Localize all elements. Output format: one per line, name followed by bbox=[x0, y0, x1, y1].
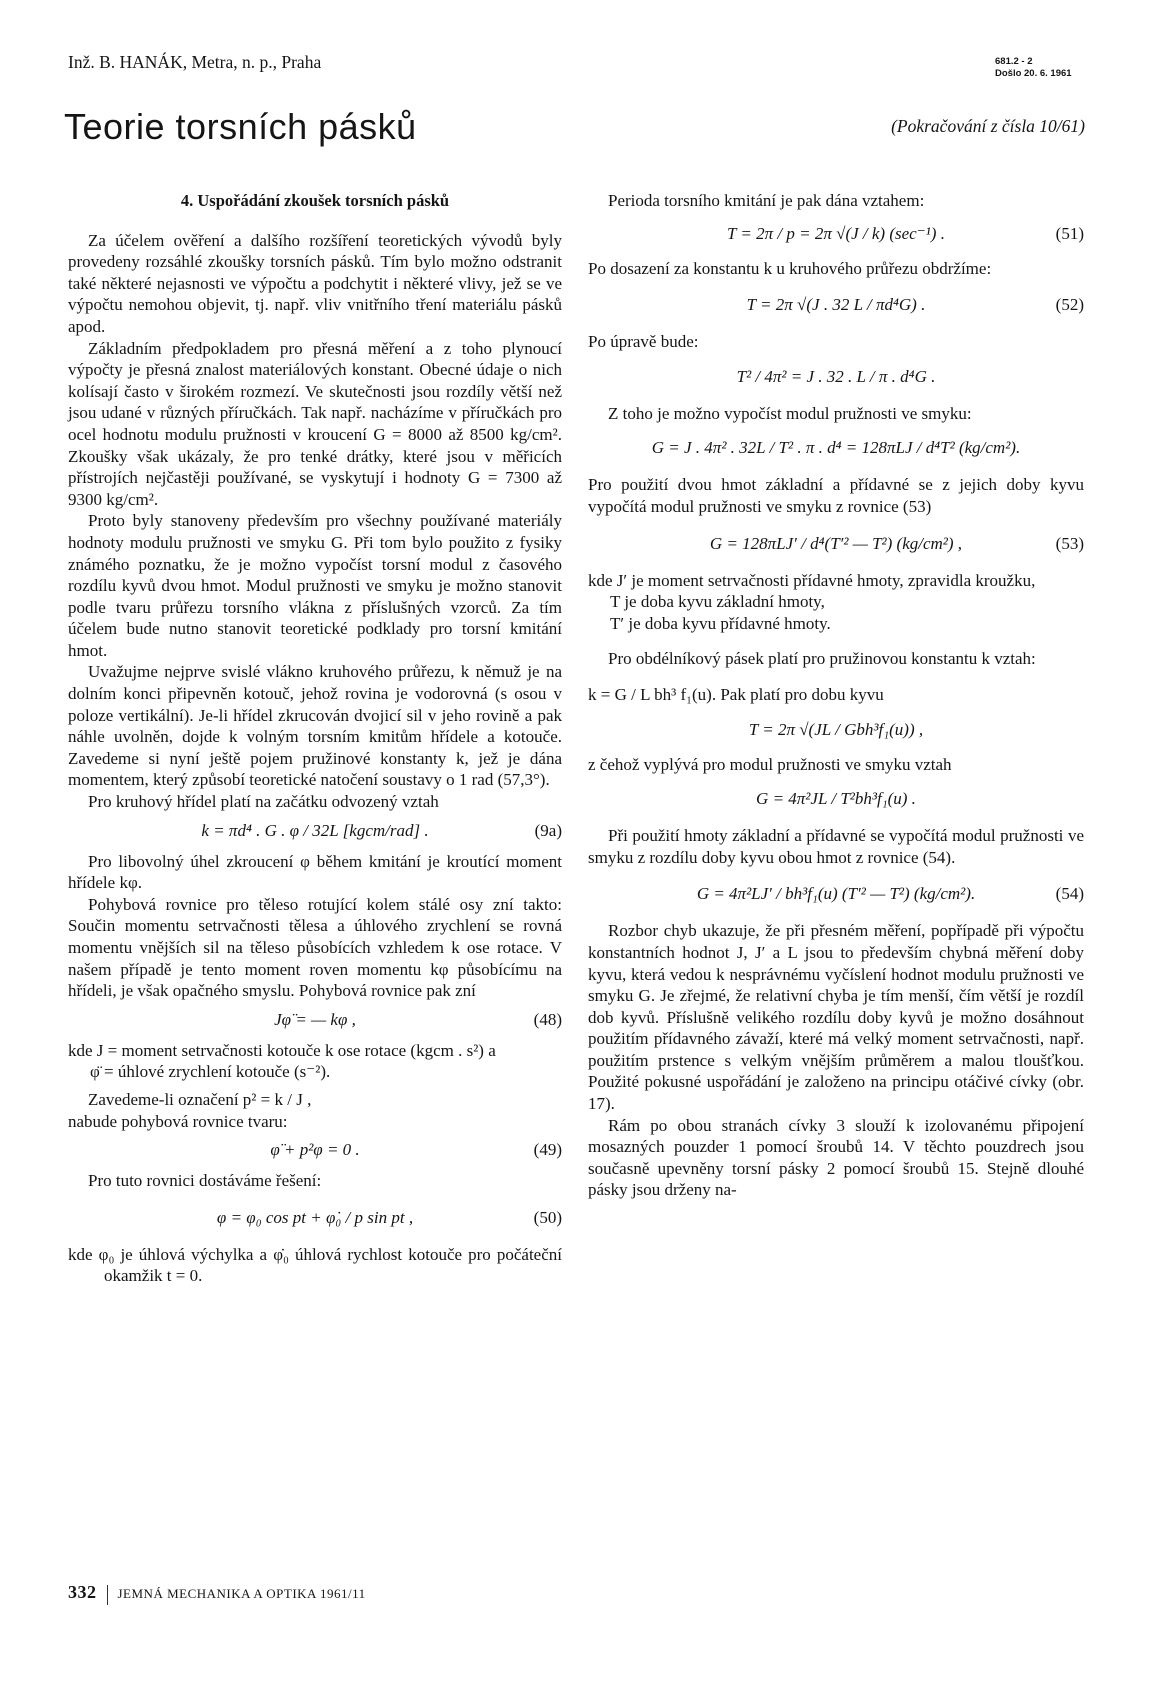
equation-body: G = 4π²LJ′ / bh³f₁(u) (T′² — T²) (kg/cm²). bbox=[696, 884, 976, 904]
definition: kde J′ je moment setrvačnosti přídavné hmoty, zpravidla kroužku, bbox=[588, 570, 1036, 590]
author-line: Inž. B. HANÁK, Metra, n. p., Praha bbox=[68, 52, 322, 72]
equation-body: G = J . 4π² . 32L / T² . π . d⁴ = 128πLJ / d⁴T² (kg/cm²). bbox=[651, 438, 1021, 458]
spacer bbox=[588, 634, 1084, 648]
footer-separator bbox=[107, 1585, 108, 1605]
paragraph: Rozbor chyb ukazuje, že při přesném měření, popřípadě při výpočtu konstantních hodnot J, J′ a L jsou to především chybná měření doby kyvu, která vedou k nesprávnému vyčíslení hodnot modulu pružnosti ve smyku G. Je zřejmé, že relativní chyba je tím menší, čím větší je rozdíl dob kyvů. Příslušně velikého rozdílu doby kyvů je možno dosáhnout použitím přídavného závaží, které má velký moment setrvačnosti, např. použitím prstence s velkým vnějším průměrem a malou tloušťkou. Použité pokusné uspořádání je založeno na principu otáčivé cívky (obr. 17). bbox=[588, 921, 1084, 1114]
equation-54 bbox=[588, 882, 1084, 906]
paragraph: k = G / L bh³ f₁(u). Pak platí pro dobu kyvu bbox=[588, 684, 884, 704]
paragraph: Při použití hmoty základní a přídavné se vypočítá modul pružnosti ve smyku z rozdílu doby kyvu obou hmot z rovnice (54). bbox=[588, 826, 1084, 867]
definition: kde J = moment setrvačnosti kotouče k ose rotace (kgcm . s²) a bbox=[68, 1040, 496, 1060]
paragraph: Pro kruhový hřídel platí na začátku odvozený vztah bbox=[88, 792, 439, 812]
equation-number: (52) bbox=[1055, 295, 1084, 315]
article-title: Teorie torsních pásků bbox=[64, 106, 417, 147]
equation-49 bbox=[68, 1138, 562, 1162]
equation-body: T = 2π / p = 2π √(J / k) (sec⁻¹) . bbox=[727, 223, 945, 243]
equation-50 bbox=[68, 1206, 562, 1230]
definition: kde φ₀ je úhlová výchylka a φ̇₀ úhlová rychlost kotouče pro počáteční okamžik t = 0. bbox=[68, 1244, 562, 1286]
paragraph: Perioda torsního kmitání je pak dána vztahem: bbox=[608, 191, 925, 210]
equation-t bbox=[588, 718, 1084, 742]
paragraph: Rám po obou stranách cívky 3 slouží k izolovanému připojení mosazných pouzder 1 pomocí šroubů 14. V těchto pouzdrech jsou současně upevněny torsní pásky 2 pomocí šroubů 15. Stejně dlouhé pásky jsou drženy na- bbox=[588, 1115, 1084, 1200]
equation-9a bbox=[68, 819, 562, 843]
equation-52b bbox=[588, 365, 1084, 389]
equation-53 bbox=[588, 532, 1084, 556]
definition: T je doba kyvu základní hmoty, bbox=[610, 592, 825, 612]
paragraph: Pro použití dvou hmot základní a přídavné se z jejich doby kyvu vypočítá modul pružnosti ve smyku z rovnice (53) bbox=[588, 475, 1084, 516]
equation-body: G = 128πLJ′ / d⁴(T′² — T²) (kg/cm²) , bbox=[709, 533, 963, 553]
equation-body: G = 4π²JL / T²bh³f₁(u) . bbox=[756, 789, 916, 809]
continuation-note: (Pokračování z čísla 10/61) bbox=[891, 116, 1085, 136]
journal-name: JEMNÁ MECHANIKA A OPTIKA 1961/11 bbox=[117, 1586, 366, 1601]
equation-number: (50) bbox=[533, 1207, 562, 1227]
paragraph: Pro obdélníkový pásek platí pro pružinovou konstantu k vztah: bbox=[608, 649, 1036, 669]
left-column bbox=[68, 190, 562, 1287]
right-column bbox=[588, 190, 1084, 1201]
equation-body: T = 2π √(JL / Gbh³f₁(u)) , bbox=[748, 719, 924, 739]
equation-number: (48) bbox=[533, 1009, 562, 1029]
definition: φ̈ = úhlové zrychlení kotouče (s⁻²). bbox=[90, 1062, 331, 1082]
classification-code bbox=[995, 56, 1105, 80]
udc-code: 681.2 - 2 bbox=[995, 56, 1033, 67]
equation-body: φ̈ + p²φ = 0 . bbox=[270, 1140, 360, 1160]
paragraph: Pro libovolný úhel zkroucení φ během kmitání je kroutící moment hřídele kφ. bbox=[68, 851, 562, 893]
equation-number: (51) bbox=[1055, 223, 1084, 243]
paragraph: Za účelem ověření a dalšího rozšíření teoretických vývodů byly provedeny rozsáhlé zkoušky torsních pásků. Tím bylo možno odstranit také některé nejasnosti ve výpočtu a podchytit i některé vlivy, jež se ve výpočtu nemohou objevit, tj. např. vliv vnitřního tření materiálu pásků apod. bbox=[68, 230, 562, 336]
equation-body: T² / 4π² = J . 32 . L / π . d⁴G . bbox=[736, 366, 936, 386]
equation-number: (49) bbox=[533, 1140, 562, 1160]
equation-g bbox=[588, 787, 1084, 811]
definition: T′ je doba kyvu přídavné hmoty. bbox=[610, 613, 831, 633]
received-date: Došlo 20. 6. 1961 bbox=[995, 68, 1072, 79]
paragraph: Základním předpokladem pro přesná měření a z toho plynoucí výpočty je přesná znalost materiálových konstant. Obecné údaje o nich kolísají často v širokém rozmezí. Ve skutečnosti jsou rozdíly větší než jsou udané v různých příručkách. Tak např. nacházíme v příručkách pro ocel hodnotu modulu pružnosti v kroucení G = 8000 až 8500 kg/cm². Zkoušky však ukázaly, že pro tenké drátky, které jsou v měřicích přístrojích nejčastěji používané, se vyskytují i hodnoty G = 7300 až 9300 kg/cm². bbox=[68, 338, 562, 509]
equation-52c bbox=[588, 436, 1084, 460]
paragraph: z čehož vyplývá pro modul pružnosti ve smyku vztah bbox=[588, 754, 952, 774]
equation-body: T = 2π √(J . 32 L / πd⁴G) . bbox=[746, 295, 926, 315]
paragraph: Uvažujme nejprve svislé vlákno kruhového průřezu, k němuž je na dolním konci připevněn kotouč, jehož rovina je vodorovná (s osou v poloze vertikální). Je-li hřídel zkrucován dvojicí sil v jeho rovině a pak náhle uvolněn, dojde k volným torsním kmitům hřídele a kotouče. Zavedeme si nyní ještě pojem pružinové konstanty k, jež je dána momentem, který způsobí teoretické natočení soustavy o 1 rad (57,3°). bbox=[68, 662, 562, 790]
equation-number: (53) bbox=[1055, 533, 1084, 553]
equation-number: (54) bbox=[1055, 884, 1084, 904]
equation-48 bbox=[68, 1008, 562, 1032]
equation-body: k = πd⁴ . G . φ / 32L [kgcm/rad] . bbox=[201, 820, 429, 840]
paragraph: nabude pohybová rovnice tvaru: bbox=[68, 1111, 288, 1131]
paragraph: Po dosazení za konstantu k u kruhového průřezu obdržíme: bbox=[588, 258, 992, 278]
page-footer bbox=[68, 1582, 366, 1605]
paragraph: Z toho je možno vypočíst modul pružnosti ve smyku: bbox=[608, 403, 972, 423]
equation-number: (9a) bbox=[534, 820, 562, 840]
section-heading: 4. Uspořádání zkoušek torsních pásků bbox=[180, 191, 450, 210]
equation-52 bbox=[588, 293, 1084, 317]
paragraph: Pohybová rovnice pro těleso rotující kolem stálé osy zní takto: Součin momentu setrvačnosti tělesa a úhlového zrychlení se rovná momentu vnějších sil na těleso působících vzhledem k ose rotace. V našem případě je tento moment roven momentu kφ působícímu na hřídeli, je však opačného smyslu. Pohybová rovnice pak zní bbox=[68, 894, 562, 1001]
page-number: 332 bbox=[68, 1582, 97, 1602]
paragraph: Zavedeme-li označení p² = k / J , bbox=[88, 1089, 312, 1109]
paragraph: Po úpravě bude: bbox=[588, 332, 699, 352]
equation-51 bbox=[588, 222, 1084, 246]
paragraph: Proto byly stanoveny především pro všechny používané materiály hodnoty modulu pružnosti ve smyku G. Při tom bylo použito z fysiky známého poznatku, že je možno vypočíst torsní modul z časového rozdílu kyvů dvou hmot. Modul pružnosti ve smyku je možno stanovit podle tvaru průřezu torsního vlákna z příslušných vzorců. Za tím účelem bude nutno stanovit teoretické podklady pro torsní kmitání hmot. bbox=[68, 511, 562, 660]
equation-body: φ = φ₀ cos pt + φ̇₀ / p sin pt , bbox=[216, 1207, 414, 1227]
paragraph: Pro tuto rovnici dostáváme řešení: bbox=[88, 1171, 322, 1191]
equation-body: Jφ̈ = — kφ , bbox=[274, 1009, 356, 1029]
